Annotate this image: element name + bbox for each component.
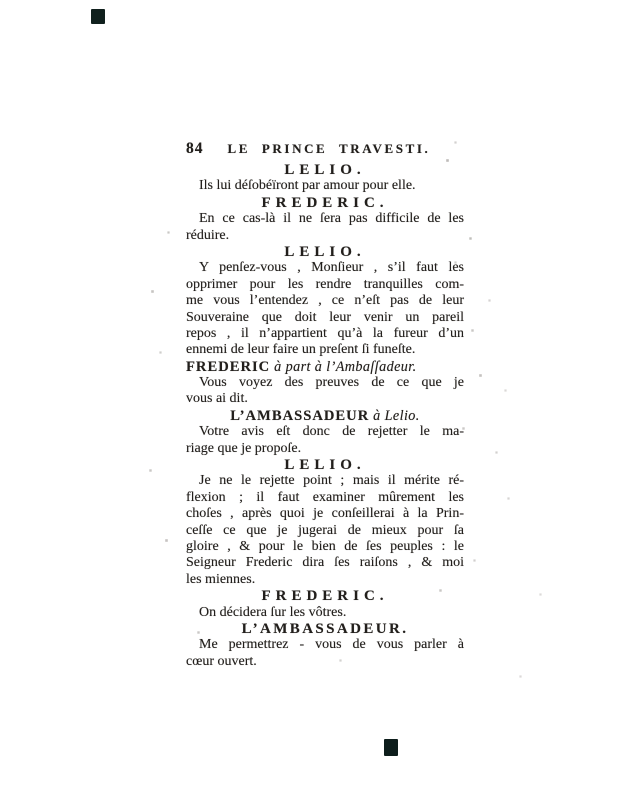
text-line: opprimer pour les rendre tranquilles com- xyxy=(186,276,464,292)
text-line: Votre avis eſt donc de rejetter le ma- xyxy=(199,424,464,440)
speaker-heading: FREDERIC. xyxy=(261,194,389,211)
page-text-block xyxy=(186,140,464,670)
stage-direction: à Lelio. xyxy=(369,407,420,424)
scan-noise-speckles xyxy=(0,0,1,1)
text-line: En ce cas-là il ne ſera pas difficile de les xyxy=(199,211,464,227)
text-line: choſes , après quoi je conſeillerai à la Prin- xyxy=(186,506,464,522)
text-line: gloire , & pour le bien de ſes peuples : le xyxy=(186,538,464,554)
text-line: me vous l’entendez , ce n’eſt pas de leur xyxy=(186,293,464,309)
text-line: ceſſe ce que je jugerai de mieux pour ſa xyxy=(186,522,464,538)
text-line: On décidera ſur les vôtres. xyxy=(199,604,347,620)
speaker-heading: LELIO. xyxy=(284,162,366,178)
text-line: riage que je propoſe. xyxy=(186,440,302,456)
text-line: ennemi de leur faire un preſent ſi funeſte. xyxy=(186,342,416,358)
text-line: Vous voyez des preuves de ce que je xyxy=(199,375,464,391)
speaker-stage-direction-line xyxy=(186,408,464,424)
text-line: Je ne le rejette point ; mais il mérite ré- xyxy=(199,473,464,489)
speaker-heading: LELIO. xyxy=(284,243,366,260)
speaker-stage-direction-line xyxy=(186,359,464,375)
speaker-heading: LELIO. xyxy=(284,457,366,474)
running-title: LE PRINCE TRAVESTI. xyxy=(227,141,431,156)
text-line: les miennes. xyxy=(186,571,256,587)
text-line: Y penſez-vous , Monſieur , s’il faut les xyxy=(199,260,464,276)
text-line: Ils lui déſobéïront par amour pour elle. xyxy=(199,178,416,194)
speaker-heading: FREDERIC. xyxy=(261,588,389,605)
scan-artifact-mark xyxy=(384,739,398,756)
stage-direction: à part à l’Ambaſſadeur. xyxy=(270,358,417,375)
text-line: cœur ouvert. xyxy=(186,653,257,669)
text-line: Souveraine que doit leur venir un pareil xyxy=(186,309,464,325)
text-line: réduire. xyxy=(186,227,230,243)
running-head xyxy=(186,140,464,157)
text-line: Me permettrez - vous de vous parler à xyxy=(199,637,464,653)
text-line: Seigneur Frederic dira ſes raiſons , & moi xyxy=(186,555,464,571)
text-line: flexion ; il faut examiner mûrement les xyxy=(186,489,464,505)
text-line: vous ai dit. xyxy=(186,391,248,407)
page-number: 84 xyxy=(186,140,204,157)
speaker-name: FREDERIC xyxy=(186,358,271,375)
speaker-name: L’AMBASSADEUR xyxy=(230,407,370,424)
scan-artifact-mark xyxy=(91,9,105,24)
speaker-heading: L’AMBASSADEUR. xyxy=(241,620,409,637)
dialogue-flow xyxy=(186,162,464,670)
text-line: repos , il n’appartient qu’à la fureur d’un xyxy=(186,325,464,341)
